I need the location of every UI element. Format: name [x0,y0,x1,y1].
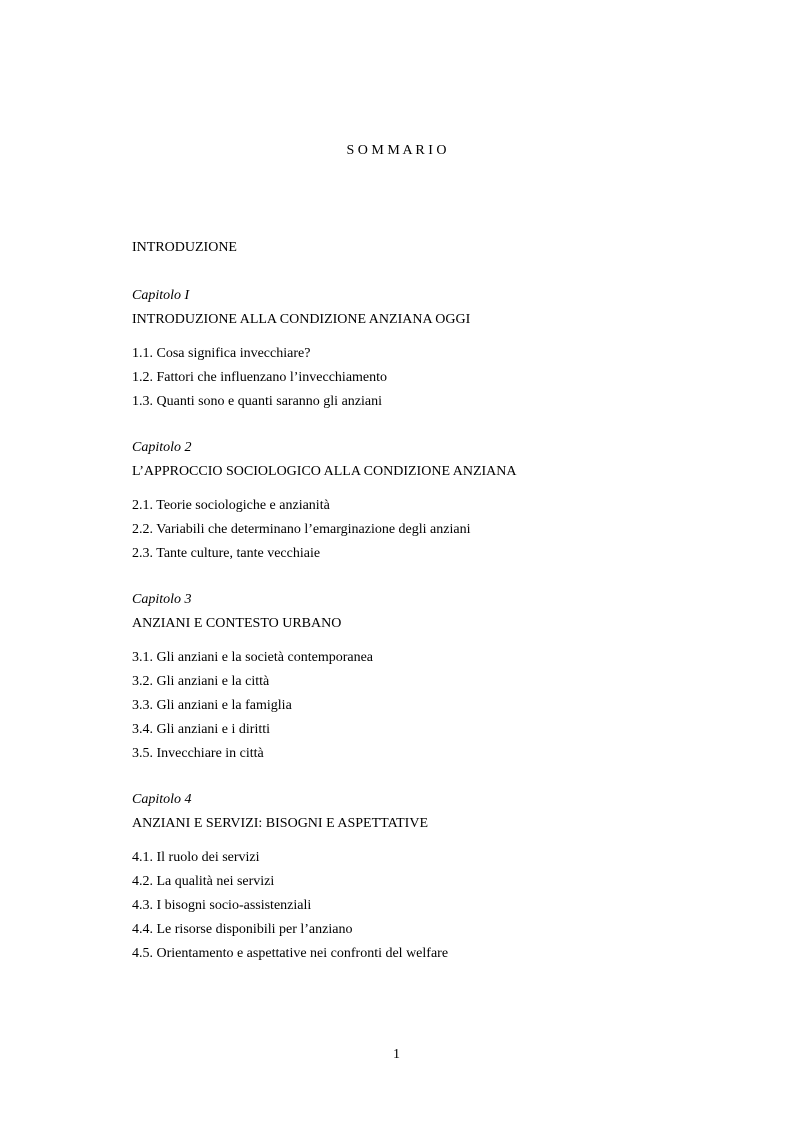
section-item: 3.4. Gli anziani e i diritti [132,722,271,737]
chapter-title: L’APPROCCIO SOCIOLOGICO ALLA CONDIZIONE ANZIANA [132,464,517,479]
chapter-title: ANZIANI E SERVIZI: BISOGNI E ASPETTATIVE [132,816,429,831]
page-number: 1 [393,1047,400,1062]
section-item: 2.2. Variabili che determinano l’emarginazione degli anziani [132,522,471,537]
section-item: 3.3. Gli anziani e la famiglia [132,698,292,713]
section-list [132,646,373,766]
section-list [132,846,448,966]
chapter-label: Capitolo 4 [132,792,192,807]
section-item: 1.2. Fattori che influenzano l’invecchiamento [132,370,388,385]
section-item: 2.3. Tante culture, tante vecchiaie [132,546,321,561]
section-item: 4.5. Orientamento e aspettative nei confronti del welfare [132,946,449,961]
section-list [132,494,517,566]
section-item: 2.1. Teorie sociologiche e anzianità [132,498,330,513]
section-item: 3.1. Gli anziani e la società contemporanea [132,650,374,665]
section-item: 4.1. Il ruolo dei servizi [132,850,260,865]
chapter-3 [132,590,373,766]
chapter-4 [132,790,448,966]
section-item: 3.5. Invecchiare in città [132,746,264,761]
chapter-title: INTRODUZIONE ALLA CONDIZIONE ANZIANA OGGI [132,312,471,327]
section-item: 4.4. Le risorse disponibili per l’anziano [132,922,353,937]
chapter-title: ANZIANI E CONTESTO URBANO [132,616,342,631]
section-item: 1.1. Cosa significa invecchiare? [132,346,311,361]
section-item: 3.2. Gli anziani e la città [132,674,270,689]
chapter-label: Capitolo I [132,288,190,303]
chapter-label: Capitolo 2 [132,440,192,455]
chapter-1 [132,286,470,414]
chapter-2 [132,438,517,566]
section-item: 4.3. I bisogni socio-assistenziali [132,898,312,913]
section-item: 4.2. La qualità nei servizi [132,874,275,889]
section-item: 1.3. Quanti sono e quanti saranno gli anziani [132,394,382,409]
section-list [132,342,470,414]
chapter-label: Capitolo 3 [132,592,192,607]
page-title: S O M M A R I O [346,143,447,158]
introduction-heading: INTRODUZIONE [132,240,237,255]
